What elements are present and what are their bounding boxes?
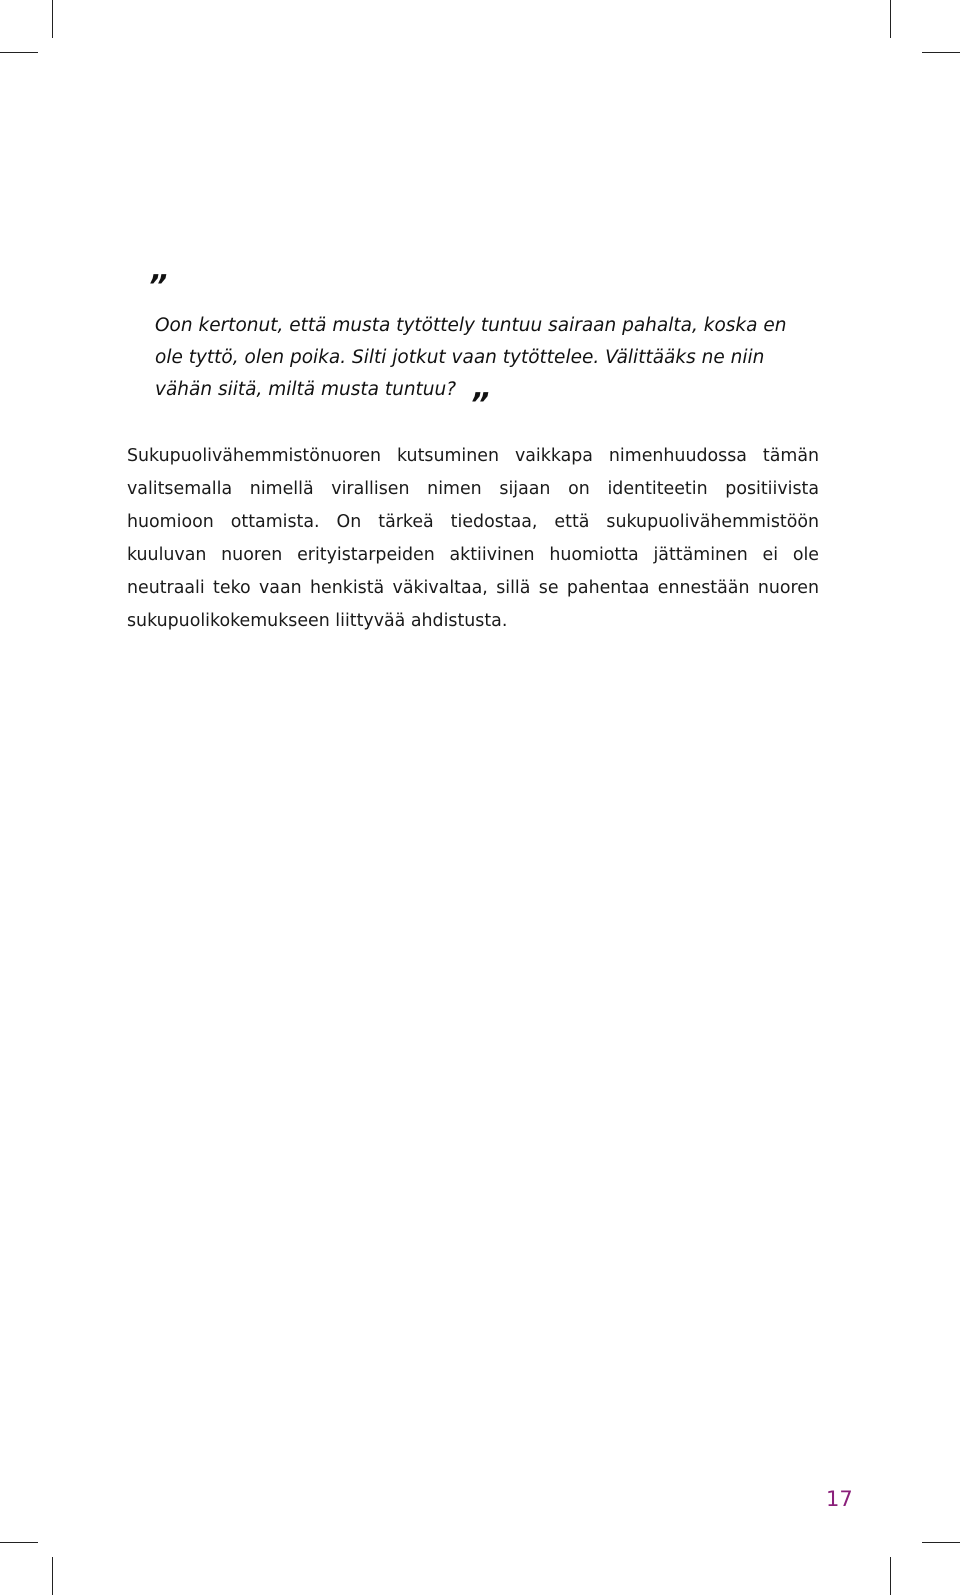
crop-mark-top-right-horizontal	[922, 52, 960, 53]
crop-mark-top-left-horizontal	[0, 52, 38, 53]
body-paragraph: Sukupuolivähemmistönuoren kutsuminen vaikkapa nimenhuudossa tämän valitsemalla nimellä virallisen nimen sijaan on identiteetin positiivista huomioon ottamista. On tärkeä tiedostaa, että sukupuolivähemmistöön kuuluvan nuoren erityistarpeiden aktiivinen huomiotta jättäminen ei ole neutraali teko vaan henkistä väkivaltaa, sillä se pahentaa ennestään nuoren sukupuolikokemukseen liittyvää ahdistusta.	[127, 446, 819, 631]
quote-close-mark: ”	[470, 387, 490, 422]
crop-mark-top-left-vertical	[52, 0, 53, 38]
quote-open-mark: ”	[148, 269, 168, 304]
crop-mark-bottom-right-horizontal	[922, 1542, 960, 1543]
quote-text: Oon kertonut, että musta tytöttely tuntuu sairaan pahalta, koska en ole tyttö, olen poika. Silti jotkut vaan tytöttelee. Välittääks ne niin vähän siitä, miltä musta tuntuu?	[155, 315, 787, 400]
page-number: 17	[826, 1487, 853, 1511]
crop-mark-bottom-right-vertical	[890, 1557, 891, 1595]
crop-mark-bottom-left-horizontal	[0, 1542, 38, 1543]
crop-mark-top-right-vertical	[890, 0, 891, 38]
crop-mark-bottom-left-vertical	[52, 1557, 53, 1595]
